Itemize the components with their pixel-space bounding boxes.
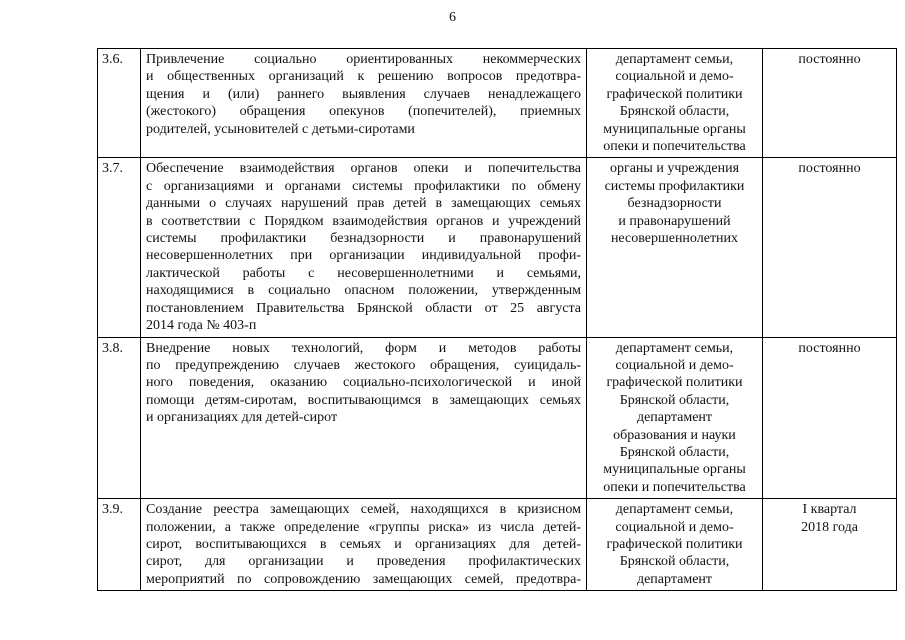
responsible-line: и правонарушений bbox=[618, 213, 731, 229]
measures-table bbox=[97, 48, 897, 591]
responsible-executors bbox=[587, 499, 763, 591]
deadline-line: постоянно bbox=[798, 340, 861, 356]
description-line: системы профилактики безнадзорности и правонарушений bbox=[146, 231, 581, 247]
description-line: в соответствии с Порядком взаимодействия органов и учреждений bbox=[146, 213, 581, 229]
table-row bbox=[98, 499, 897, 591]
description-line: помощи детям-сиротам, воспитывающимся в замещающих семьях bbox=[146, 392, 581, 408]
description-line: Привлечение социально ориентированных некоммерческих bbox=[146, 52, 581, 67]
responsible-line: безнадзорности bbox=[627, 196, 722, 212]
table-row bbox=[98, 337, 897, 499]
responsible-executors bbox=[587, 337, 763, 499]
description-line: положении, а также определение «группы риска» из числа детей- bbox=[146, 519, 581, 535]
item-number: 3.7. bbox=[98, 158, 141, 337]
responsible-line: Брянской области, bbox=[619, 554, 730, 570]
responsible-line: Брянской области, bbox=[619, 444, 730, 460]
responsible-line: органы и учреждения bbox=[609, 161, 740, 177]
description-line: находящимися в социально опасном положении, утвержденным bbox=[146, 283, 581, 299]
responsible-executors bbox=[587, 49, 763, 158]
responsible-line: графической политики bbox=[606, 375, 743, 391]
description-line: Внедрение новых технологий, форм и методов работы bbox=[146, 340, 581, 356]
responsible-executors bbox=[587, 158, 763, 337]
deadline bbox=[763, 49, 897, 158]
responsible-line: графической политики bbox=[606, 86, 743, 102]
description-line: по предупреждению случаев жестокого обращения, суицидаль- bbox=[146, 357, 581, 373]
measure-description bbox=[141, 158, 587, 337]
responsible-line: графической политики bbox=[606, 536, 743, 552]
responsible-line: образования и науки bbox=[613, 427, 736, 443]
measure-description bbox=[141, 337, 587, 499]
item-number: 3.6. bbox=[98, 49, 141, 158]
description-line: и организациях для детей-сирот bbox=[146, 410, 338, 426]
responsible-line: Брянской области, bbox=[619, 392, 730, 408]
responsible-line: системы профилактики bbox=[604, 178, 745, 194]
responsible-line: социальной и демо- bbox=[615, 519, 734, 535]
responsible-line: социальной и демо- bbox=[615, 357, 734, 373]
responsible-line: департамент семьи, bbox=[615, 340, 734, 356]
description-line: сирот, для организации и проведения профилактических bbox=[146, 554, 581, 570]
description-line: несовершеннолетних при организации индивидуальной профи- bbox=[146, 248, 581, 264]
deadline-line: постоянно bbox=[798, 52, 861, 67]
description-line: Обеспечение взаимодействия органов опеки и попечительства bbox=[146, 161, 581, 177]
responsible-line: опеки и попечительства bbox=[603, 139, 746, 155]
description-line: 2014 года № 403-п bbox=[146, 318, 257, 334]
responsible-line: муниципальные органы bbox=[603, 121, 746, 137]
measure-description bbox=[141, 499, 587, 591]
item-number: 3.9. bbox=[98, 499, 141, 591]
page-number: 6 bbox=[449, 10, 456, 25]
description-line: постановлением Правительства Брянской области от 25 августа bbox=[146, 300, 581, 316]
table-row bbox=[98, 158, 897, 337]
description-line: Создание реестра замещающих семей, находящихся в кризисном bbox=[146, 502, 581, 518]
description-line: мероприятий по сопровождению замещающих семей, предотвра- bbox=[146, 571, 581, 587]
responsible-line: департамент bbox=[636, 410, 713, 426]
description-line: лактической работы с несовершеннолетними и семьями, bbox=[146, 265, 581, 281]
description-line: ного поведения, оказанию социально-психологической и иной bbox=[146, 375, 581, 391]
description-line: и общественных организаций к решению вопросов предотвра- bbox=[146, 69, 581, 85]
deadline-line: 2018 года bbox=[801, 519, 858, 535]
measure-description bbox=[141, 49, 587, 158]
description-line: сирот, воспитывающихся в семьях и организациях для детей- bbox=[146, 536, 581, 552]
responsible-line: социальной и демо- bbox=[615, 69, 734, 85]
description-line: данными о случаях нарушений прав детей в замещающих семьях bbox=[146, 196, 581, 212]
responsible-line: опеки и попечительства bbox=[603, 479, 746, 495]
responsible-line: департамент семьи, bbox=[615, 502, 734, 518]
responsible-line: департамент bbox=[636, 571, 713, 587]
deadline-line: постоянно bbox=[798, 161, 861, 177]
table-row bbox=[98, 49, 897, 158]
deadline-line: I квартал bbox=[802, 502, 857, 518]
description-line: родителей, усыновителей с детьми-сиротами bbox=[146, 121, 415, 137]
description-line: щения и (или) раннего выявления случаев ненадлежащего bbox=[146, 86, 581, 102]
deadline bbox=[763, 337, 897, 499]
responsible-line: несовершеннолетних bbox=[610, 231, 739, 247]
deadline bbox=[763, 158, 897, 337]
deadline bbox=[763, 499, 897, 591]
item-number: 3.8. bbox=[98, 337, 141, 499]
responsible-line: муниципальные органы bbox=[603, 462, 746, 478]
responsible-line: департамент семьи, bbox=[615, 52, 734, 67]
description-line: с организациями и органами системы профилактики по обмену bbox=[146, 178, 581, 194]
responsible-line: Брянской области, bbox=[619, 104, 730, 120]
description-line: (жестокого) обращения опекунов (попечителей), приемных bbox=[146, 104, 581, 120]
